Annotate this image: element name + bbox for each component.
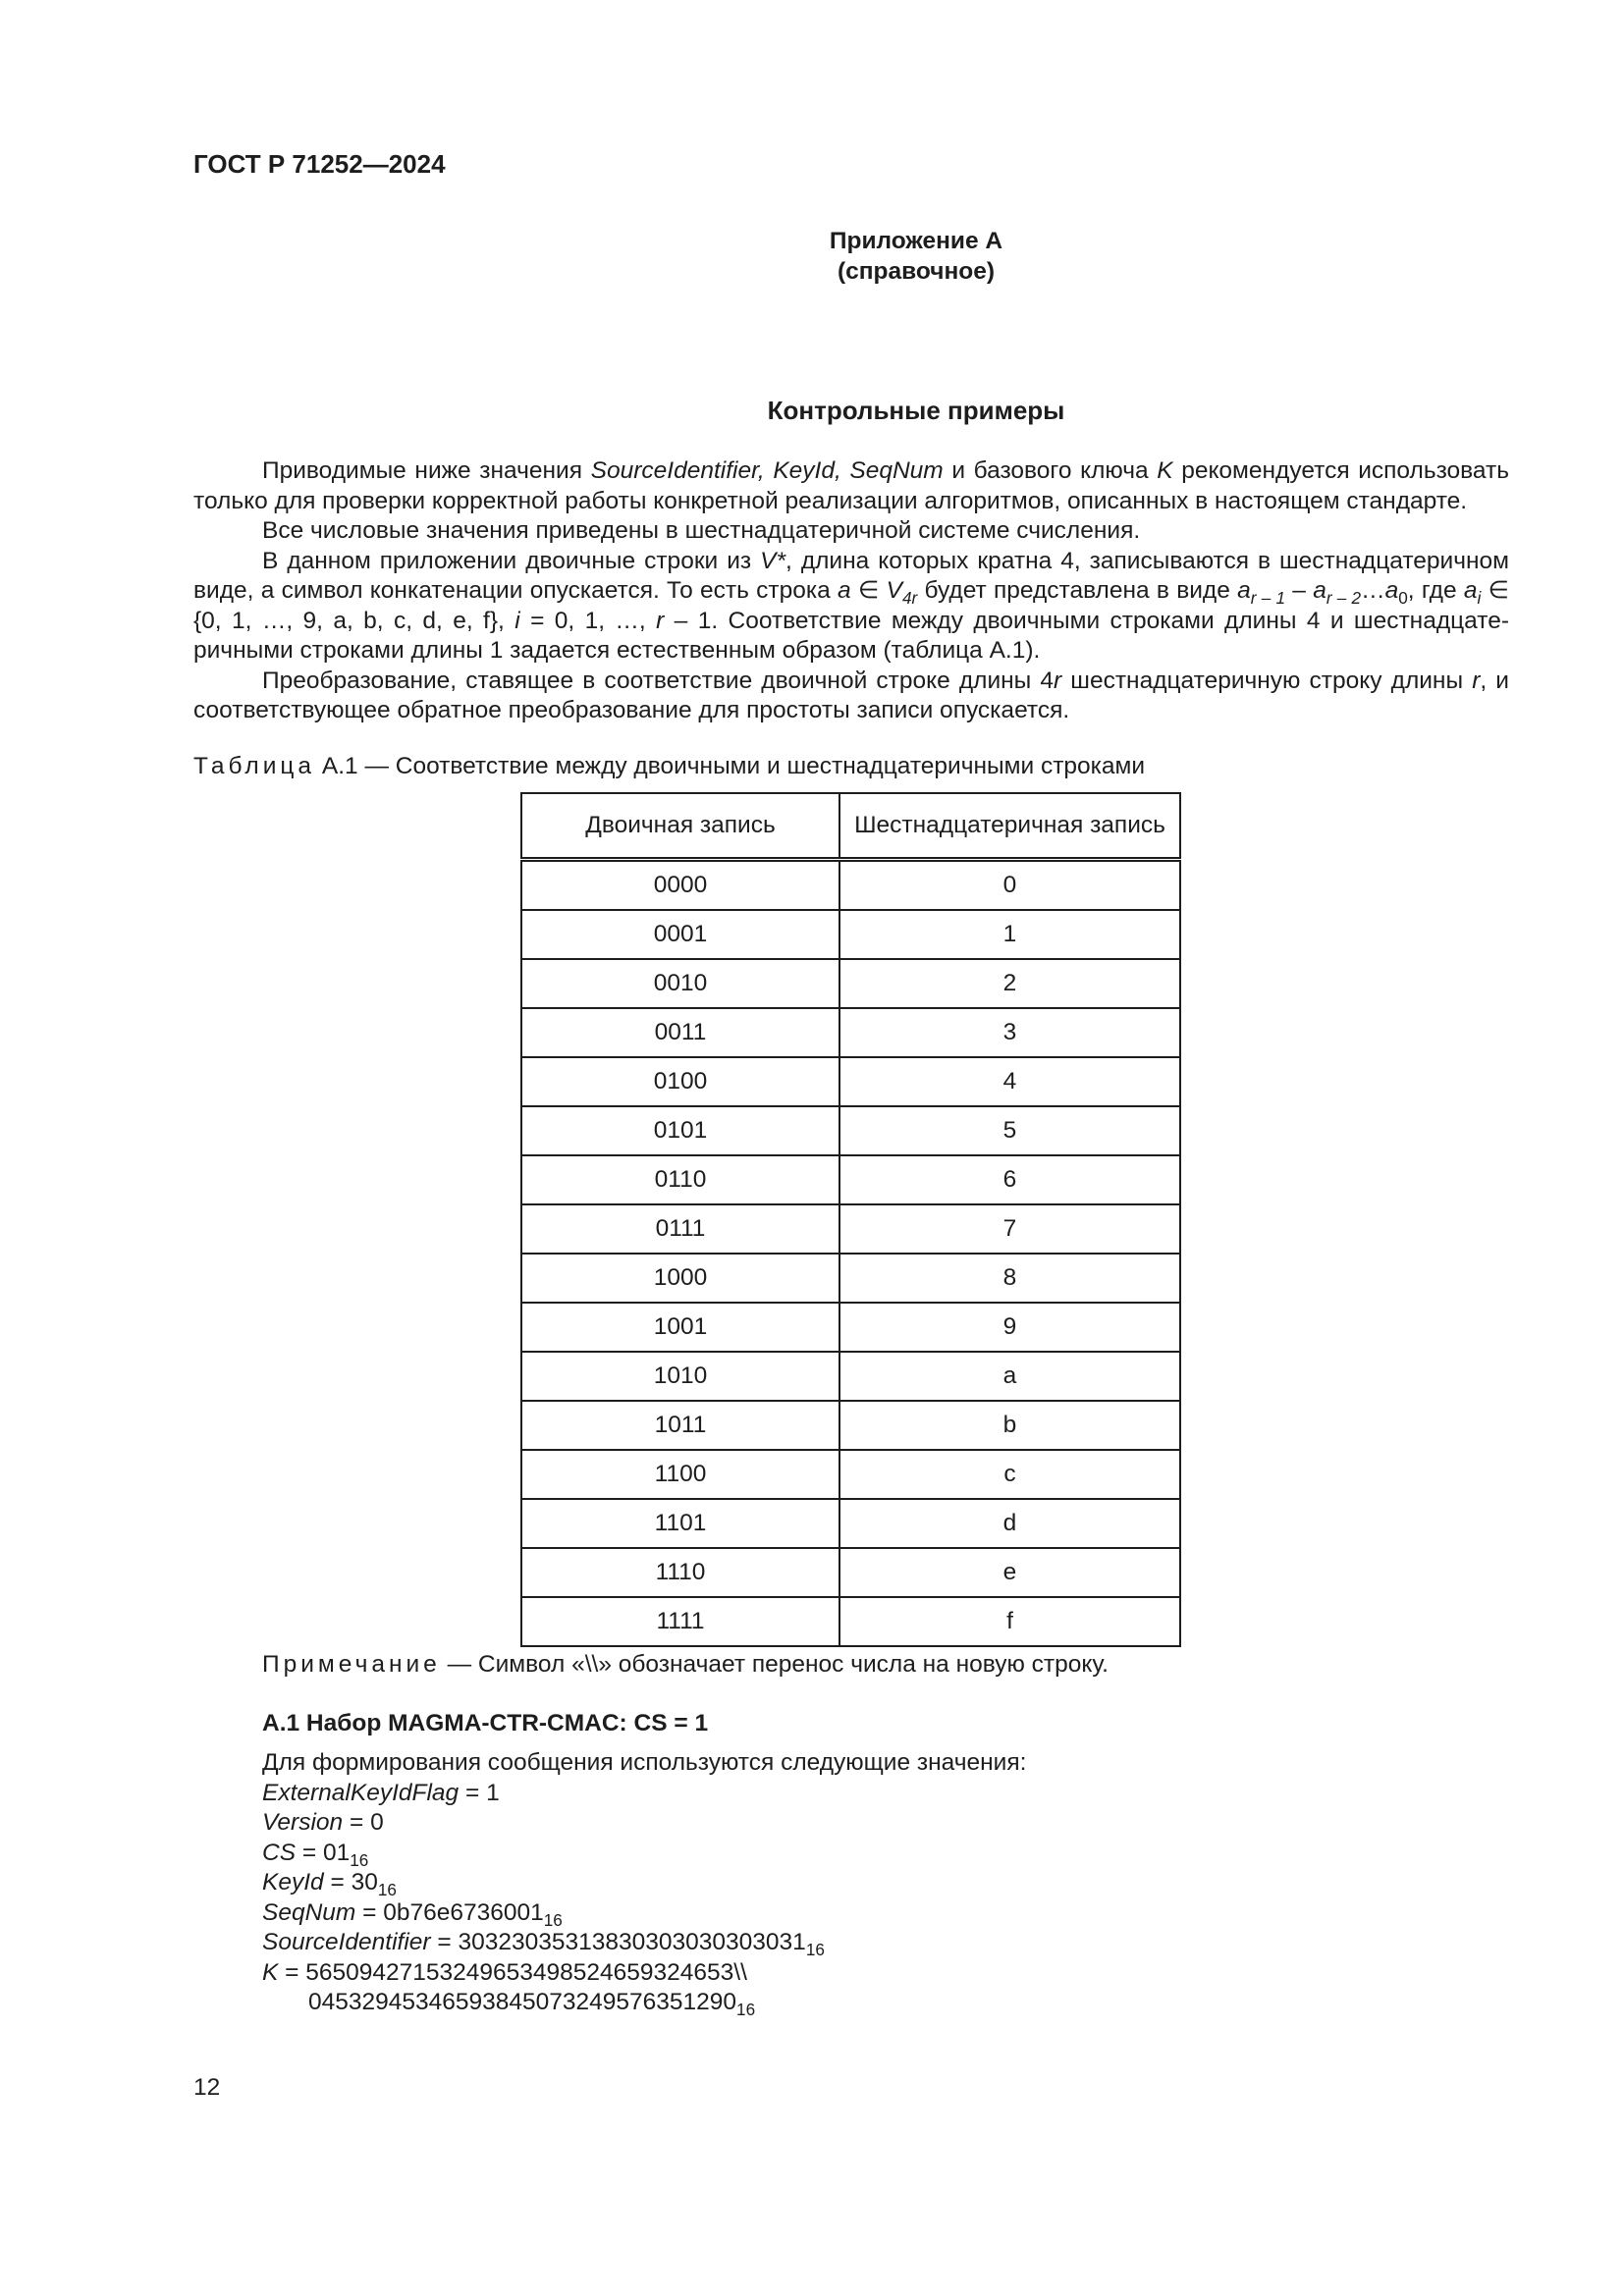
value-line: [262, 1898, 1026, 1929]
italic-run: SourceIdentifier, KeyId, SeqNum: [590, 457, 944, 484]
subscript-run: 4r: [901, 588, 918, 608]
cell-binary: 0111: [521, 1204, 839, 1254]
italic-run: a: [1237, 577, 1251, 604]
value-name: SeqNum: [262, 1898, 356, 1926]
text-run: будет представлена в виде: [917, 577, 1238, 604]
annex-title: Приложение А: [829, 228, 1003, 254]
table-caption-text: А.1 — Соответствие между двоичными и шестнадцатеричными строками: [315, 753, 1146, 779]
table-row: [521, 1106, 1180, 1155]
section-heading-text: Контрольные примеры: [767, 396, 1065, 425]
page-number: 12: [193, 2074, 221, 2101]
subsection-title: А.1 Набор MAGMA-CTR-CMAC: CS = 1: [262, 1710, 709, 1736]
cell-hex: 5: [839, 1106, 1180, 1155]
value-eq: = 30: [323, 1869, 378, 1896]
value-sub: 16: [543, 1909, 563, 1930]
italic-run: r: [1472, 667, 1481, 694]
value-line: [262, 1779, 1026, 1809]
table-row: [521, 860, 1180, 911]
subscript-run: 0: [1398, 588, 1408, 608]
column-header-binary: Двоичная запись: [521, 793, 839, 860]
note-label: Примечание: [262, 1651, 441, 1678]
cell-hex: c: [839, 1450, 1180, 1499]
cell-hex: 6: [839, 1155, 1180, 1204]
table-body: [521, 860, 1180, 1647]
value-line-continuation: [262, 1988, 1026, 2018]
table-row: [521, 1303, 1180, 1352]
italic-run: r: [656, 607, 665, 634]
table-row: [521, 1057, 1180, 1106]
cell-hex: 2: [839, 959, 1180, 1008]
subscript-run: r – 2: [1326, 588, 1362, 608]
italic-run: a: [838, 577, 851, 604]
table-row: [521, 1401, 1180, 1450]
text-run: –: [1285, 577, 1314, 604]
text-run: шестнадцатеричную строку длины: [1061, 667, 1473, 694]
value-eq: 04532945346593845073249576351290: [308, 1989, 737, 2015]
paragraph-2: Все числовые значения приведены в шестнадцатеричной системе счисления.: [262, 517, 1141, 544]
value-name: CS: [262, 1839, 297, 1866]
cell-hex: 0: [839, 860, 1180, 911]
text-run: …: [1361, 577, 1385, 604]
table-row: [521, 1548, 1180, 1597]
cell-binary: 0110: [521, 1155, 839, 1204]
italic-run: V: [886, 577, 902, 604]
cell-binary: 0100: [521, 1057, 839, 1106]
text-run: рекомендуется использовать только для проверки корректной работы конкретной реализации алгоритмов, описанных в настоящем стандарте.: [193, 457, 1509, 514]
cell-binary: 1000: [521, 1254, 839, 1303]
value-line: [262, 1958, 1026, 1989]
value-line: [262, 1928, 1026, 1958]
value-line: [262, 1839, 1026, 1869]
value-sub: 16: [805, 1940, 825, 1959]
italic-run: r: [1054, 667, 1062, 694]
cell-binary: 1110: [521, 1548, 839, 1597]
paragraph-1: [193, 456, 1509, 516]
italic-run: a: [1313, 577, 1326, 604]
text-run: и базового ключа: [943, 457, 1158, 484]
table-row: [521, 1155, 1180, 1204]
value-eq: = 0b76e6736001: [355, 1898, 544, 1926]
cell-hex: f: [839, 1597, 1180, 1646]
value-sub: 16: [377, 1880, 397, 1899]
values-intro: Для формирования сообщения используются следующие значения:: [262, 1749, 1027, 1776]
cell-binary: 0101: [521, 1106, 839, 1155]
binary-hex-table: [520, 792, 1181, 1647]
italic-run: a: [1384, 577, 1399, 604]
column-header-hex: Шестнадцатеричная запись: [839, 793, 1180, 860]
table-row: [521, 1450, 1180, 1499]
value-eq: = 1: [459, 1779, 500, 1806]
text-run: , и соответствующее обратное преобразование для простоты записи опускается.: [193, 667, 1509, 723]
cell-hex: 8: [839, 1254, 1180, 1303]
text-run: , где: [1407, 577, 1464, 604]
subscript-run: i: [1477, 588, 1482, 608]
cell-binary: 1101: [521, 1499, 839, 1548]
cell-binary: 0010: [521, 959, 839, 1008]
paragraph-3: [193, 547, 1509, 667]
text-run: ∈ {0, 1, …, 9, a, b, c, d, e, f},: [193, 577, 1509, 634]
italic-run: K: [1157, 457, 1173, 484]
value-sub: 16: [350, 1849, 369, 1870]
cell-hex: d: [839, 1499, 1180, 1548]
document-header-id: ГОСТ Р 71252—2024: [193, 149, 446, 179]
cell-hex: 4: [839, 1057, 1180, 1106]
annex-title-block: [0, 226, 1624, 287]
cell-binary: 1001: [521, 1303, 839, 1352]
value-eq: = 01: [296, 1839, 351, 1866]
section-heading: [0, 396, 1624, 426]
value-eq: = 30323035313830303030303031: [430, 1929, 806, 1955]
value-name: KeyId: [262, 1869, 324, 1896]
cell-binary: 0001: [521, 910, 839, 959]
value-line: [262, 1808, 1026, 1839]
table-note: [262, 1650, 1109, 1681]
table-caption-label: Таблица: [193, 753, 316, 779]
values-block: [262, 1748, 1026, 2018]
text-run: ∈: [850, 577, 887, 604]
value-eq: = 0: [343, 1809, 384, 1836]
annex-kind: (справочное): [837, 258, 996, 285]
cell-hex: 9: [839, 1303, 1180, 1352]
value-name: SourceIdentifier: [262, 1929, 431, 1955]
cell-hex: 1: [839, 910, 1180, 959]
cell-binary: 1111: [521, 1597, 839, 1646]
body-text: [193, 456, 1509, 726]
cell-hex: 3: [839, 1008, 1180, 1057]
italic-run: V*: [760, 547, 786, 574]
text-run: = 0, 1, …,: [519, 607, 657, 634]
cell-binary: 0011: [521, 1008, 839, 1057]
table-row: [521, 1008, 1180, 1057]
value-name: Version: [262, 1809, 344, 1836]
value-eq: = 56509427153249653498524659324653\\: [278, 1958, 747, 1986]
text-run: – 1. Соответствие между двоичными строками длины 4 и шестнадцате-ричными строками длины 1 задается естественным образом (таблица А.1).: [193, 607, 1509, 664]
cell-hex: 7: [839, 1204, 1180, 1254]
table-row: [521, 1597, 1180, 1646]
cell-binary: 1010: [521, 1352, 839, 1401]
cell-binary: 1100: [521, 1450, 839, 1499]
table-row: [521, 1254, 1180, 1303]
italic-run: i: [514, 607, 520, 634]
table-row: [521, 959, 1180, 1008]
value-name: ExternalKeyIdFlag: [262, 1779, 460, 1806]
paragraph-4: [193, 667, 1509, 726]
subscript-run: r – 1: [1250, 588, 1285, 608]
cell-hex: b: [839, 1401, 1180, 1450]
note-text: — Символ «\\» обозначает перенос числа на новую строку.: [440, 1651, 1109, 1678]
cell-binary: 0000: [521, 860, 839, 911]
cell-binary: 1011: [521, 1401, 839, 1450]
table-row: [521, 910, 1180, 959]
cell-hex: e: [839, 1548, 1180, 1597]
text-run: , длина которых кратна 4, записываются в шестнадцатеричном виде, а символ конкатенации опускается. То есть строка: [193, 547, 1509, 604]
value-sub: 16: [736, 2000, 756, 2019]
value-name: K: [262, 1958, 279, 1986]
table-row: [521, 1499, 1180, 1548]
cell-hex: a: [839, 1352, 1180, 1401]
table-row: [521, 1352, 1180, 1401]
table-row: [521, 1204, 1180, 1254]
text-run: Приводимые ниже значения: [262, 457, 591, 484]
text-run: Преобразование, ставящее в соответствие двоичной строке длины 4: [262, 667, 1055, 694]
table-caption: [193, 752, 1145, 782]
text-run: В данном приложении двоичные строки из: [262, 547, 761, 574]
table-header-row: [521, 793, 1180, 860]
italic-run: a: [1463, 577, 1478, 604]
value-line: [262, 1868, 1026, 1898]
